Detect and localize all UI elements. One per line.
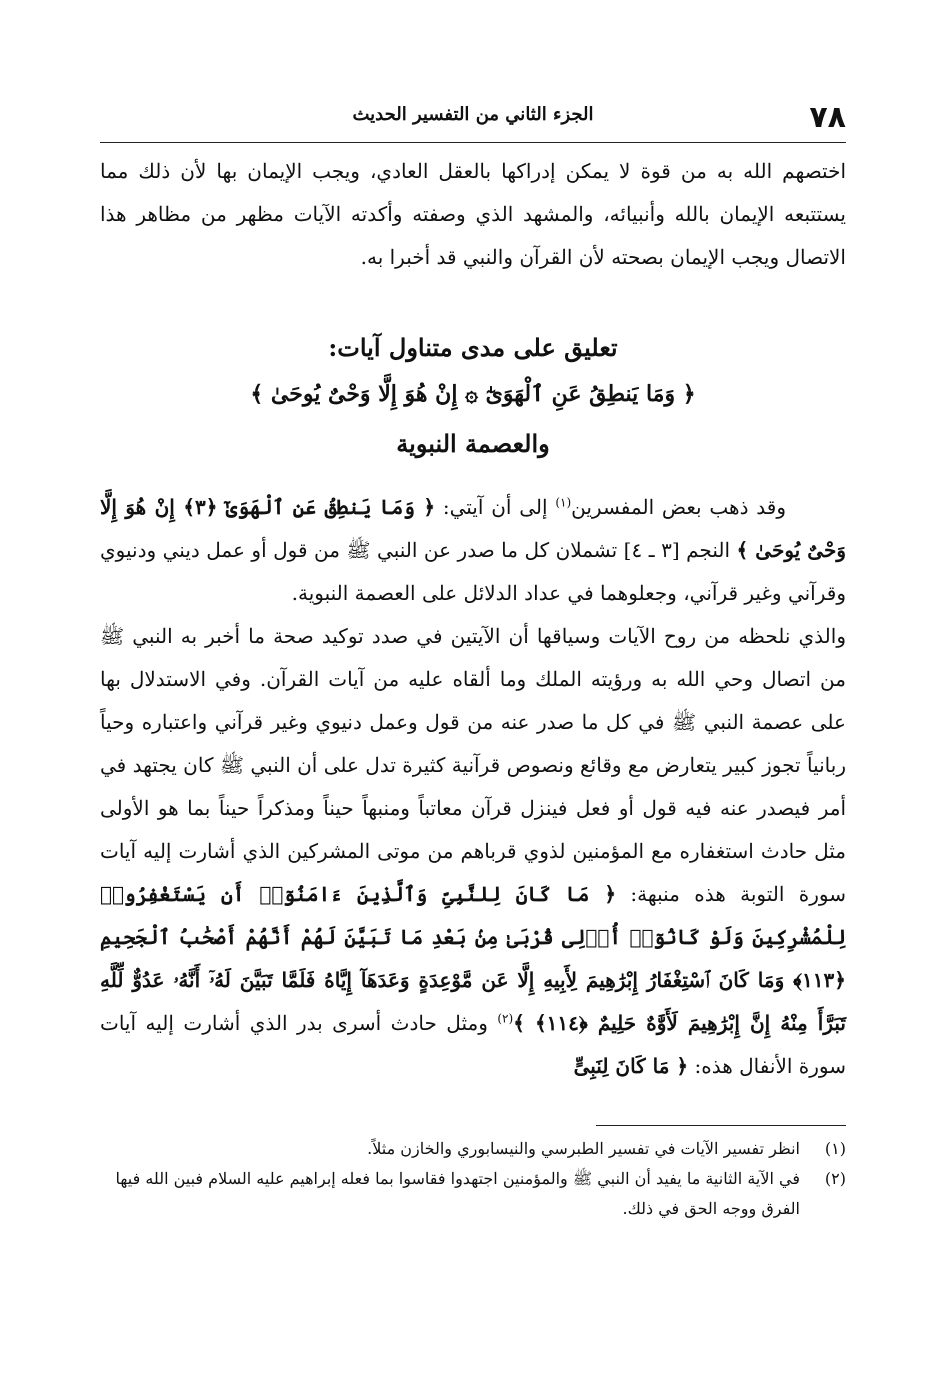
paragraph-1: اختصهم الله به من قوة لا يمكن إدراكها بالعقل العادي، ويجب الإيمان بها لأن ذلك مما يستتبعه الإيمان بالله وأنبيائه، والمشهد الذي وصفته وأكدته الآيات مظهر من مظاهر هذا الاتصال ويجب الإيمان بصحته لأن القرآن والنبي قد أخبرا به. [100, 159, 847, 269]
quran-verse-anfal: ﴿ مَا كَانَ لِنَبِىٍّ [573, 1054, 689, 1078]
quran-verse-najm: ﴿ وَمَا يَنطِقُ عَنِ ٱلْهَوَىٰٓ ﴿٣﴾ إِنْ هُوَ إِلَّا وَحْىٌ يُوحَىٰ ﴾ [100, 495, 846, 562]
page-header [100, 100, 846, 143]
paragraph-2-part-1 [100, 486, 846, 615]
footnote-divider [596, 1125, 846, 1126]
heading-verse: ﴿ وَمَا يَنطِقُ عَنِ ٱلْهَوَىٰٓ ۞ إِنْ هُوَ إِلَّا وَحْىٌ يُوحَىٰ ﴾ [250, 381, 696, 407]
paragraph-2-part-2 [100, 615, 846, 1088]
paragraph-2 [100, 486, 846, 1088]
footnote-1 [100, 1134, 846, 1164]
footnote-2-marker: (٢) [497, 1011, 514, 1026]
body-text-1: النجم [٣ ـ ٤] تشملان كل ما صدر عن النبي ﷺ من قول أو عمل ديني ودنيوي وقرآني وغير قرآني، وجعلوهما في عداد الدلائل على العصمة النبوية. [100, 538, 846, 605]
footnote-2-number: (٢) [824, 1169, 846, 1188]
footnote-1-number: (١) [824, 1139, 846, 1158]
quran-verse-tawba: ﴿ مَا كَانَ لِلنَّبِىِّ وَٱلَّذِينَ ءَامَنُوٓا۟ أَن يَسْتَغْفِرُوا۟ لِلْمُشْرِكِينَ وَلَوْ كَانُوٓا۟ أُو۟لِى قُرْبَىٰ مِنۢ بَعْدِ مَا تَبَيَّنَ لَهُمْ أَنَّهُمْ أَصْحَٰبُ ٱلْجَحِيمِ ﴿١١٣﴾ وَمَا كَانَ ٱسْتِغْفَارُ إِبْرَٰهِيمَ لِأَبِيهِ إِلَّا عَن مَّوْعِدَةٍ وَعَدَهَآ إِيَّاهُ فَلَمَّا تَبَيَّنَ لَهُۥٓ أَنَّهُۥ عَدُوٌّ لِّلَّهِ تَبَرَّأَ مِنْهُ إِنَّ إِبْرَٰهِيمَ لَأَوَّٰهٌ حَلِيمٌ ﴿١١٤﴾ ﴾ [100, 882, 847, 1035]
footnote-2-text: في الآية الثانية ما يفيد أن النبي ﷺ والمؤمنين اجتهدوا فقاسوا بما فعله إبراهيم عليه السلام فبين الله فيها الفرق ووجه الحق في ذلك. [115, 1169, 800, 1218]
footnote-1-marker: (١) [555, 495, 572, 510]
footnote-2 [100, 1164, 846, 1224]
intro-text: وقد ذهب بعض المفسرين [571, 495, 786, 519]
body-text-2: والذي نلحظه من روح الآيات وسياقها أن الآيتين في صدد توكيد صحة ما أخبر به النبي ﷺ من اتصال وحي الله به ورؤيته الملك وما ألقاه عليه من آيات القرآن. وفي الاستدلال بها على عصمة النبي ﷺ في كل ما صدر عنه من قول وعمل دنيوي وغير قرآني واعتباره وحياً ربانياً تجوز كبير يتعارض مع وقائع ونصوص قرآنية كثيرة تدل على أن النبي ﷺ كان يجتهد في أمر فيصدر عنه فيه قول أو فعل فينزل قرآن معاتباً ومنبهاً حيناً ومذكراً حيناً بما هو الأولى مثل حادث استغفاره مع المؤمنين لذوي قرباهم من موتى المشركين الذي أشارت إليه آيات سورة التوبة هذه منبهة: [100, 624, 847, 906]
section-subheading: والعصمة النبوية [396, 429, 550, 458]
after-intro-text: إلى أن آيتي: [435, 495, 556, 519]
body-text-3: ومثل حادث أسرى بدر الذي أشارت إليه آيات سورة الأنفال هذه: [100, 1011, 846, 1078]
section-heading: تعليق على مدى متناول آيات: [328, 333, 618, 362]
page-number: ٧٨ [809, 100, 846, 135]
running-title: الجزء الثاني من التفسير الحديث [352, 104, 594, 125]
footnote-1-text: انظر تفسير الآيات في تفسير الطبرسي والنيسابوري والخازن مثلاً. [367, 1139, 800, 1158]
footnotes [100, 1134, 846, 1224]
